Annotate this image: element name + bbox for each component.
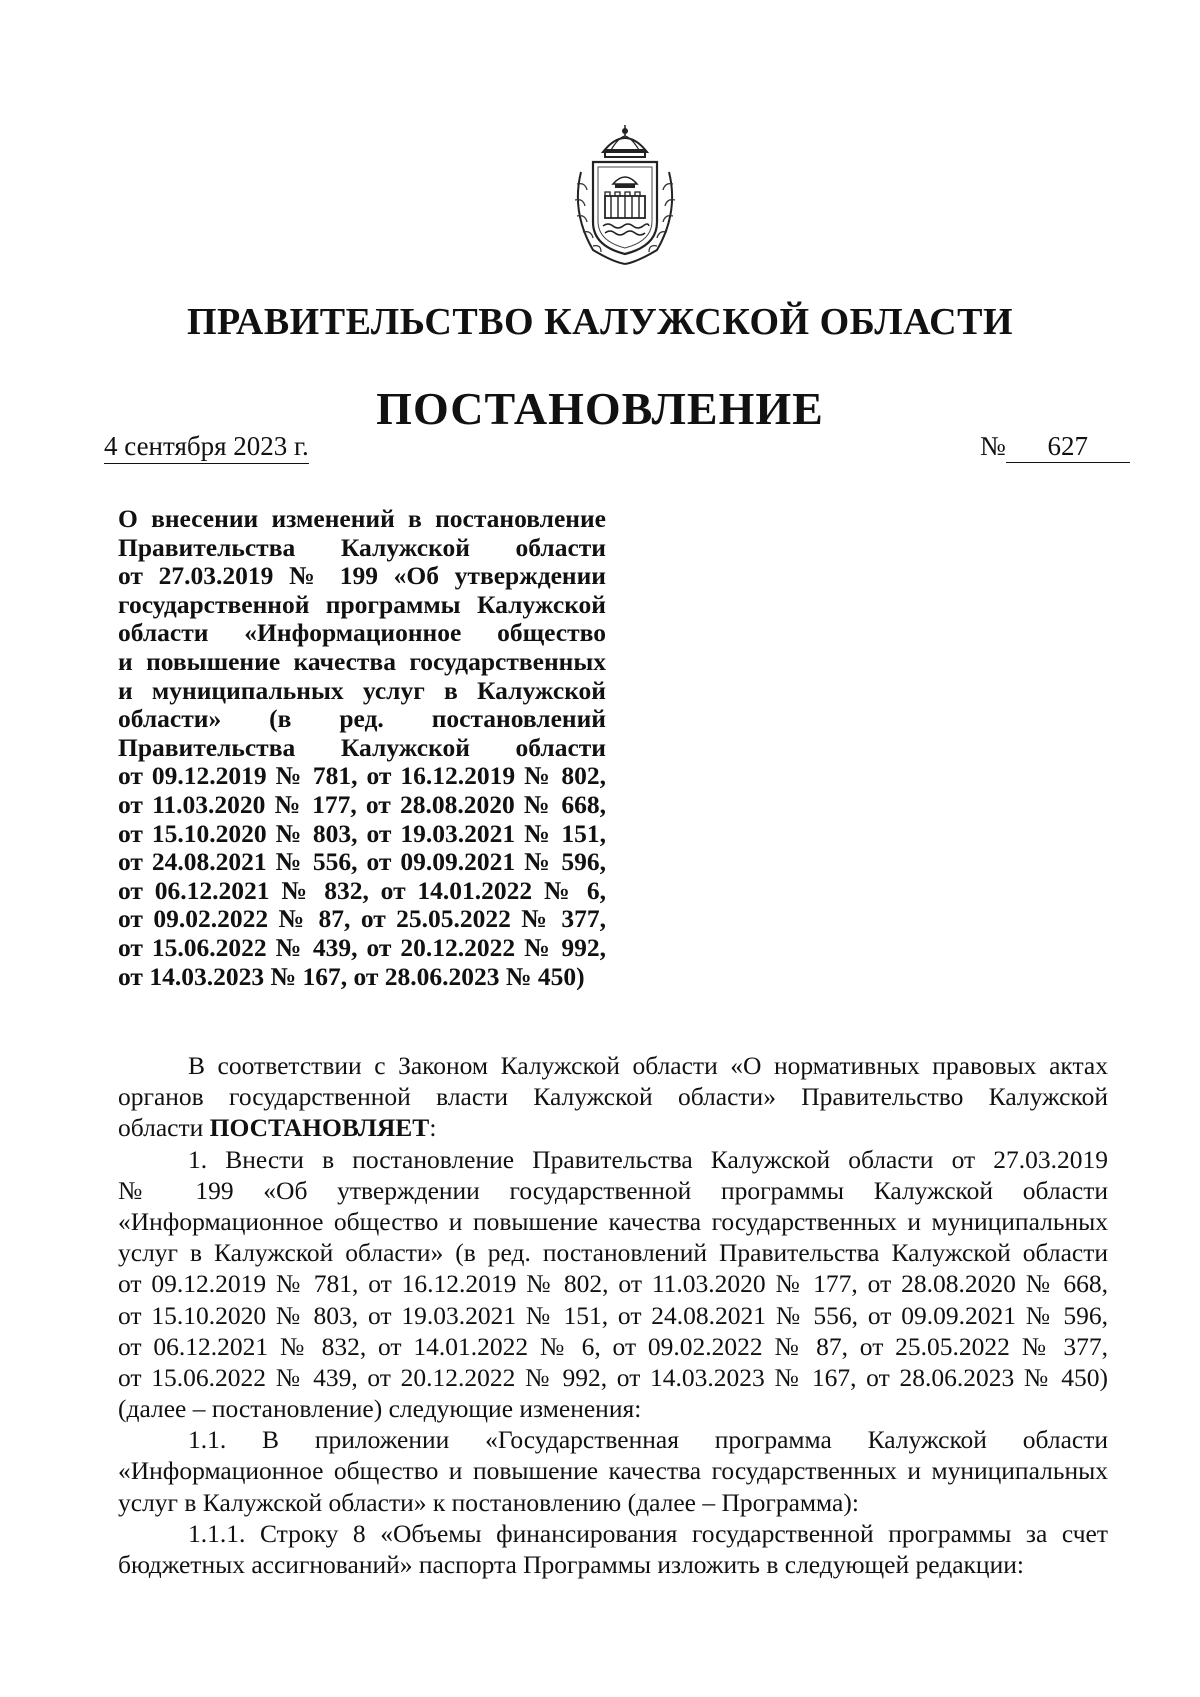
subject-line: от 14.03.2023 № 167, от 28.06.2023 № 450) (118, 961, 585, 991)
resolves-keyword: ПОСТАНОВЛЯЕТ (209, 1113, 430, 1143)
subject-line: и муниципальных услуг в Калужской (118, 675, 606, 705)
document-subject (118, 505, 606, 991)
number-sign: № (980, 431, 1006, 461)
subject-line: области «Информационное общество (118, 618, 606, 648)
government-title: ПРАВИТЕЛЬСТВО КАЛУЖСКОЙ ОБЛАСТИ (186, 301, 1014, 343)
body-line (118, 1112, 1108, 1143)
body-line: «Информационное общество и повышение качества государственных и муниципальных (118, 1206, 1108, 1236)
subject-line: области» (в ред. постановлений (118, 704, 606, 734)
body-line: от 09.12.2019 № 781, от 16.12.2019 № 802, от 11.03.2020 № 177, от 28.08.2020 № 668, (118, 1269, 1108, 1299)
body-text: области (118, 1113, 210, 1143)
coat-of-arms-emblem (563, 122, 687, 268)
body-line: № 199 «Об утверждении государственной программы Калужской области (118, 1175, 1108, 1205)
subject-line: от 15.10.2020 № 803, от 19.03.2021 № 151, (118, 818, 606, 848)
body-line: 1.1.1. Строку 8 «Объемы финансирования государственной программы за счет (188, 1518, 1108, 1548)
document-number (980, 430, 1130, 463)
body-line: 1.1. В приложении «Государственная программа Калужской области (188, 1425, 1108, 1455)
subject-line: от 27.03.2019 № 199 «Об утверждении (118, 561, 606, 591)
subject-line: от 15.06.2022 № 439, от 20.12.2022 № 992, (118, 932, 606, 962)
body-line: бюджетных ассигнований» паспорта Программы изложить в следующей редакции: (118, 1550, 1024, 1579)
subject-line: от 24.08.2021 № 556, от 09.09.2021 № 596, (118, 847, 606, 877)
subject-line: от 09.12.2019 № 781, от 16.12.2019 № 802, (118, 761, 606, 791)
subject-line: О внесении изменений в постановление (118, 504, 606, 533)
subject-line: и повышение качества государственных (118, 646, 606, 676)
body-line: от 06.12.2021 № 832, от 14.01.2022 № 6, от 09.02.2022 № 87, от 25.05.2022 № 377, (118, 1331, 1108, 1361)
subject-line: от 11.03.2020 № 177, от 28.08.2020 № 668, (118, 789, 606, 819)
document-type-title: ПОСТАНОВЛЕНИЕ (376, 383, 824, 434)
body-line: 1. Внести в постановление Правительства Калужской области от 27.03.2019 (188, 1144, 1108, 1174)
subject-line: государственной программы Калужской (118, 589, 606, 619)
body-line: (далее – постановление) следующие изменения: (118, 1394, 642, 1424)
body-line: органов государственной власти Калужской области» Правительство Калужской (118, 1082, 1108, 1112)
body-line: В соответствии с Законом Калужской области «О нормативных правовых актах (188, 1051, 1108, 1080)
body-line: «Информационное общество и повышение качества государственных и муниципальных (118, 1456, 1108, 1486)
subject-line: от 09.02.2022 № 87, от 25.05.2022 № 377, (118, 904, 606, 934)
document-body (118, 1050, 1108, 1580)
subject-line: от 06.12.2021 № 832, от 14.01.2022 № 6, (118, 875, 606, 905)
body-text: : (429, 1113, 437, 1143)
body-line: от 15.06.2022 № 439, от 20.12.2022 № 992, от 14.03.2023 № 167, от 28.06.2023 № 450) (118, 1362, 1108, 1392)
body-line: от 15.10.2020 № 803, от 19.03.2021 № 151, от 24.08.2021 № 556, от 09.09.2021 № 596, (118, 1300, 1108, 1330)
document-date: 4 сентября 2023 г. (104, 430, 309, 464)
body-line: услуг в Калужской области» (в ред. постановлений Правительства Калужской области (118, 1238, 1108, 1268)
coat-of-arms-icon (563, 122, 687, 268)
subject-line: Правительства Калужской области (118, 532, 606, 562)
subject-line: Правительства Калужской области (118, 732, 606, 762)
number-value: 627 (1006, 430, 1130, 463)
body-line: услуг в Калужской области» к постановлению (далее – Программа): (118, 1487, 859, 1517)
